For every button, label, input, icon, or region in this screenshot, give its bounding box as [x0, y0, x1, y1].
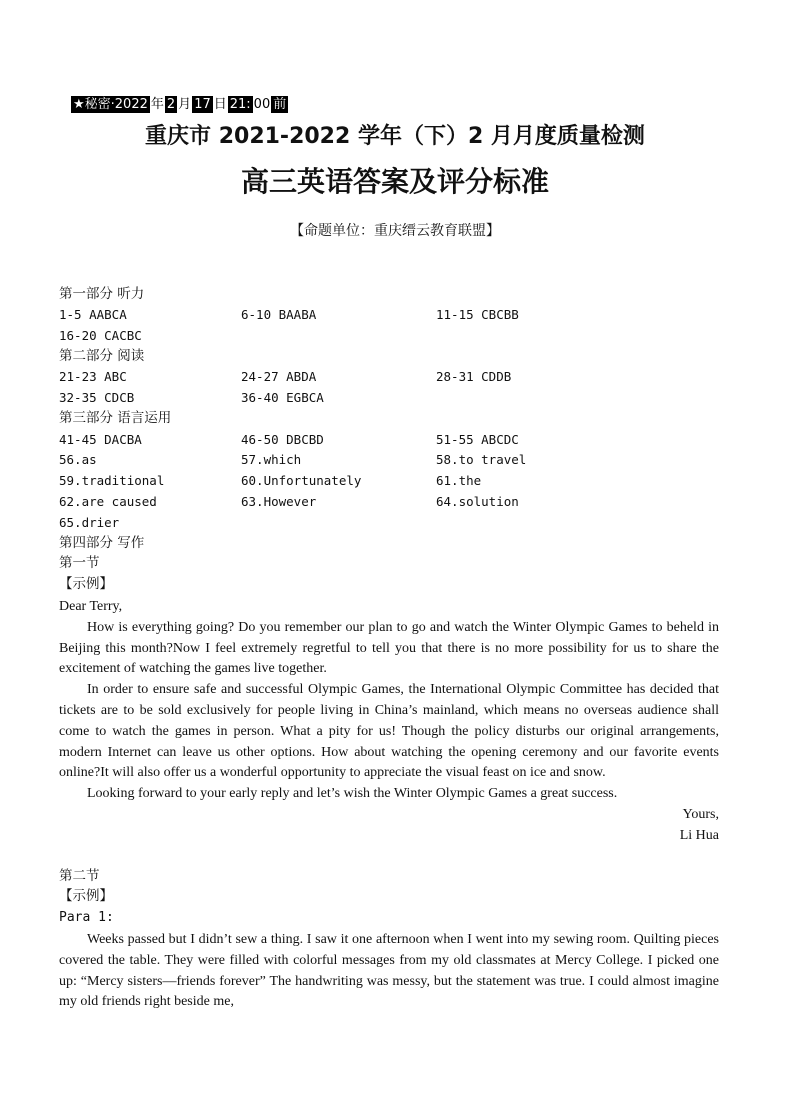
- answer-cell: 65.drier: [59, 515, 120, 530]
- answer-row: [59, 305, 739, 325]
- letter-paragraph: Looking forward to your early reply and let’s wish the Winter Olympic Games a great success.: [87, 786, 618, 802]
- exam-title: 重庆市 2021-2022 学年（下）2 月月度质量检测: [145, 124, 645, 149]
- part4-heading: 第四部分 写作: [59, 535, 145, 551]
- section1-heading: 第一节: [59, 555, 100, 571]
- answer-cell: 24-27 ABDA: [241, 369, 317, 384]
- confidential-notice: [71, 96, 288, 114]
- answer-row: [59, 471, 739, 491]
- answer-cell: 58.to travel: [436, 452, 527, 467]
- answer-cell: 46-50 DBCBD: [241, 432, 324, 447]
- signature: Li Hua: [679, 827, 719, 843]
- answer-cell: 6-10 BAABA: [241, 307, 317, 322]
- answer-row: [59, 450, 739, 470]
- secret-part: 21:: [229, 97, 251, 112]
- answer-cell: 62.are caused: [59, 494, 157, 509]
- answer-cell: 36-40 EGBCA: [241, 390, 324, 405]
- answer-row: [59, 326, 739, 346]
- answer-cell: 63.However: [241, 494, 317, 509]
- secret-part: ★秘密·2022: [73, 97, 148, 112]
- answer-cell: 60.Unfortunately: [241, 473, 362, 488]
- answer-cell: 32-35 CDCB: [59, 390, 135, 405]
- secret-part: 月: [178, 97, 192, 112]
- answer-cell: 21-23 ABC: [59, 369, 127, 384]
- answer-cell: 64.solution: [436, 494, 519, 509]
- part2-heading: 第二部分 阅读: [59, 348, 145, 364]
- answer-row: [59, 388, 739, 408]
- secret-part: 日: [213, 97, 227, 112]
- answer-row: [59, 492, 739, 512]
- para-label: Para 1:: [59, 910, 114, 925]
- secret-part: 年: [150, 97, 164, 112]
- issuer-line: 【命题单位：重庆缙云教育联盟】: [290, 223, 500, 239]
- secret-part: 前: [273, 97, 287, 112]
- answer-cell: 61.the: [436, 473, 482, 488]
- answer-cell: 59.traditional: [59, 473, 165, 488]
- answer-cell: 1-5 AABCA: [59, 307, 127, 322]
- answer-cell: 16-20 CACBC: [59, 328, 142, 343]
- secret-part: 2: [166, 97, 176, 112]
- closing: Yours,: [682, 806, 719, 822]
- answer-row: [59, 430, 739, 450]
- letter: [59, 597, 719, 847]
- section2-heading: 第二节: [59, 868, 100, 884]
- answer-cell: 11-15 CBCBB: [436, 307, 519, 322]
- answer-row: [59, 367, 739, 387]
- example-label: 【示例】: [59, 576, 113, 592]
- answer-cell: 28-31 CDDB: [436, 369, 512, 384]
- answer-cell: 41-45 DACBA: [59, 432, 142, 447]
- continuation-writing: [59, 930, 719, 1013]
- answer-row: [59, 513, 739, 533]
- part3-heading: 第三部分 语言运用: [59, 410, 172, 426]
- answer-cell: 57.which: [241, 452, 302, 467]
- answer-cell: 56.as: [59, 452, 97, 467]
- secret-part: 17: [194, 97, 211, 112]
- answer-key-title: 高三英语答案及评分标准: [240, 165, 549, 198]
- example-label: 【示例】: [59, 888, 113, 904]
- story-paragraph: Weeks passed but I didn’t sew a thing. I saw it one afternoon when I went into my sewing room. Quilting pieces covered the table. They were filled with colorful messages from my old classmates at Mercy College. I picked one up: “Mercy sisters—friends forever” The handwriting was messy, but the statement was true. I could almost imagine my old friends right beside me,: [59, 932, 719, 1010]
- answer-cell: 51-55 ABCDC: [436, 432, 519, 447]
- letter-paragraph: How is everything going? Do you remember our plan to go and watch the Winter Olympic Games to beheld in Beijing this month?Now I feel extremely regretful to tell you that there is no more possibility for us to share the excitement of watching the games live together.: [59, 619, 719, 677]
- letter-paragraph: In order to ensure safe and successful Olympic Games, the International Olympic Committee has decided that tickets are to be sold exclusively for people living in China’s mainland, which means no overseas audience shall come to watch the games in person. What a pity for us! Though the policy disturbs our original arrangements, modern Internet can leave us other options. How about watching the opening ceremony and our favorite events online?It will also offer us a wonderful opportunity to appreciate the visual feast on ice and snow.: [59, 682, 719, 781]
- part1-heading: 第一部分 听力: [59, 286, 145, 302]
- secret-part: 00: [253, 97, 271, 112]
- salutation: Dear Terry,: [59, 599, 123, 614]
